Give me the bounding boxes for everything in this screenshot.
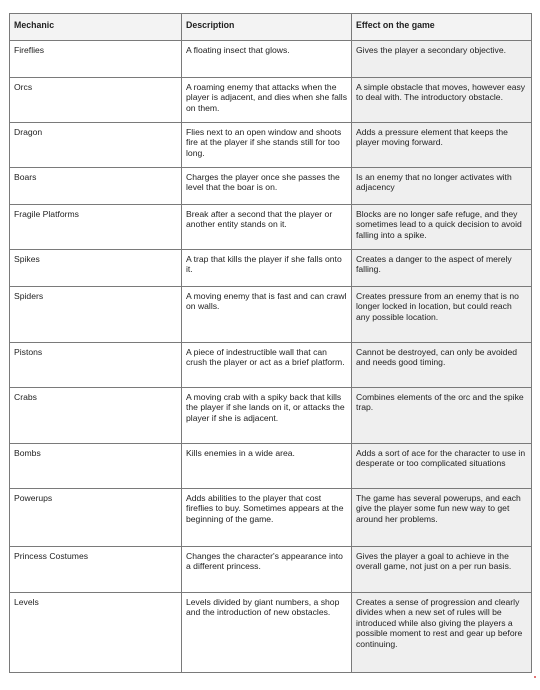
cell-description: A moving crab with a spiky back that kills the player if she lands on it, or attacks the player if she is adjacent. [182,388,352,444]
table-row [10,287,532,343]
table-row [10,78,532,123]
table-row [10,593,532,673]
cell-mechanic: Fireflies [10,41,182,78]
table-row [10,388,532,444]
table-header-row [10,14,532,41]
table-row [10,444,532,489]
cell-mechanic: Princess Costumes [10,547,182,593]
cell-description: Adds abilities to the player that cost fireflies to buy. Sometimes appears at the beginning of the game. [182,489,352,547]
header-description: Description [182,14,352,41]
cell-description: A roaming enemy that attacks when the player is adjacent, and dies when she falls on them. [182,78,352,123]
header-effect: Effect on the game [352,14,532,41]
cell-description: Charges the player once she passes the level that the boar is on. [182,168,352,205]
cell-effect: Gives the player a secondary objective. [352,41,532,78]
cell-effect: Combines elements of the orc and the spike trap. [352,388,532,444]
table-row [10,489,532,547]
cell-mechanic: Dragon [10,123,182,168]
cell-mechanic: Bombs [10,444,182,489]
cell-description: Levels divided by giant numbers, a shop and the introduction of new obstacles. [182,593,352,673]
cell-effect: Creates a sense of progression and clearly divides when a new set of rules will be introduced while also giving the players a possible moment to rest and gear up before continuing. [352,593,532,673]
table-row [10,41,532,78]
mechanics-table [9,13,532,673]
cell-description: A piece of indestructible wall that can crush the player or act as a brief platform. [182,343,352,388]
cell-effect: The game has several powerups, and each give the player some fun new way to get around her problems. [352,489,532,547]
cell-mechanic: Powerups [10,489,182,547]
cell-description: Changes the character's appearance into a different princess. [182,547,352,593]
table-row [10,205,532,250]
cell-description: Flies next to an open window and shoots fire at the player if she stands still for too long. [182,123,352,168]
cell-mechanic: Pistons [10,343,182,388]
table-row [10,168,532,205]
cell-effect: Adds a pressure element that keeps the player moving forward. [352,123,532,168]
cell-mechanic: Orcs [10,78,182,123]
cell-effect: Cannot be destroyed, can only be avoided and needs good timing. [352,343,532,388]
cell-effect: Creates pressure from an enemy that is no longer locked in location, but could reach any possible location. [352,287,532,343]
stray-mark-dot [534,676,536,678]
table-row [10,547,532,593]
cell-description: A floating insect that glows. [182,41,352,78]
cell-effect: A simple obstacle that moves, however easy to deal with. The introductory obstacle. [352,78,532,123]
cell-mechanic: Spiders [10,287,182,343]
cell-effect: Creates a danger to the aspect of merely falling. [352,250,532,287]
cell-effect: Is an enemy that no longer activates with adjacency [352,168,532,205]
cell-effect: Adds a sort of ace for the character to use in desperate or too complicated situations [352,444,532,489]
cell-mechanic: Levels [10,593,182,673]
cell-mechanic: Fragile Platforms [10,205,182,250]
table-row [10,250,532,287]
cell-mechanic: Boars [10,168,182,205]
header-mechanic: Mechanic [10,14,182,41]
cell-effect: Gives the player a goal to achieve in the overall game, not just on a per run basis. [352,547,532,593]
cell-description: Break after a second that the player or another entity stands on it. [182,205,352,250]
cell-effect: Blocks are no longer safe refuge, and they sometimes lead to a quick decision to avoid falling into a spike. [352,205,532,250]
cell-description: A trap that kills the player if she falls onto it. [182,250,352,287]
table-row [10,343,532,388]
table-row [10,123,532,168]
cell-description: A moving enemy that is fast and can crawl on walls. [182,287,352,343]
cell-mechanic: Crabs [10,388,182,444]
cell-description: Kills enemies in a wide area. [182,444,352,489]
cell-mechanic: Spikes [10,250,182,287]
